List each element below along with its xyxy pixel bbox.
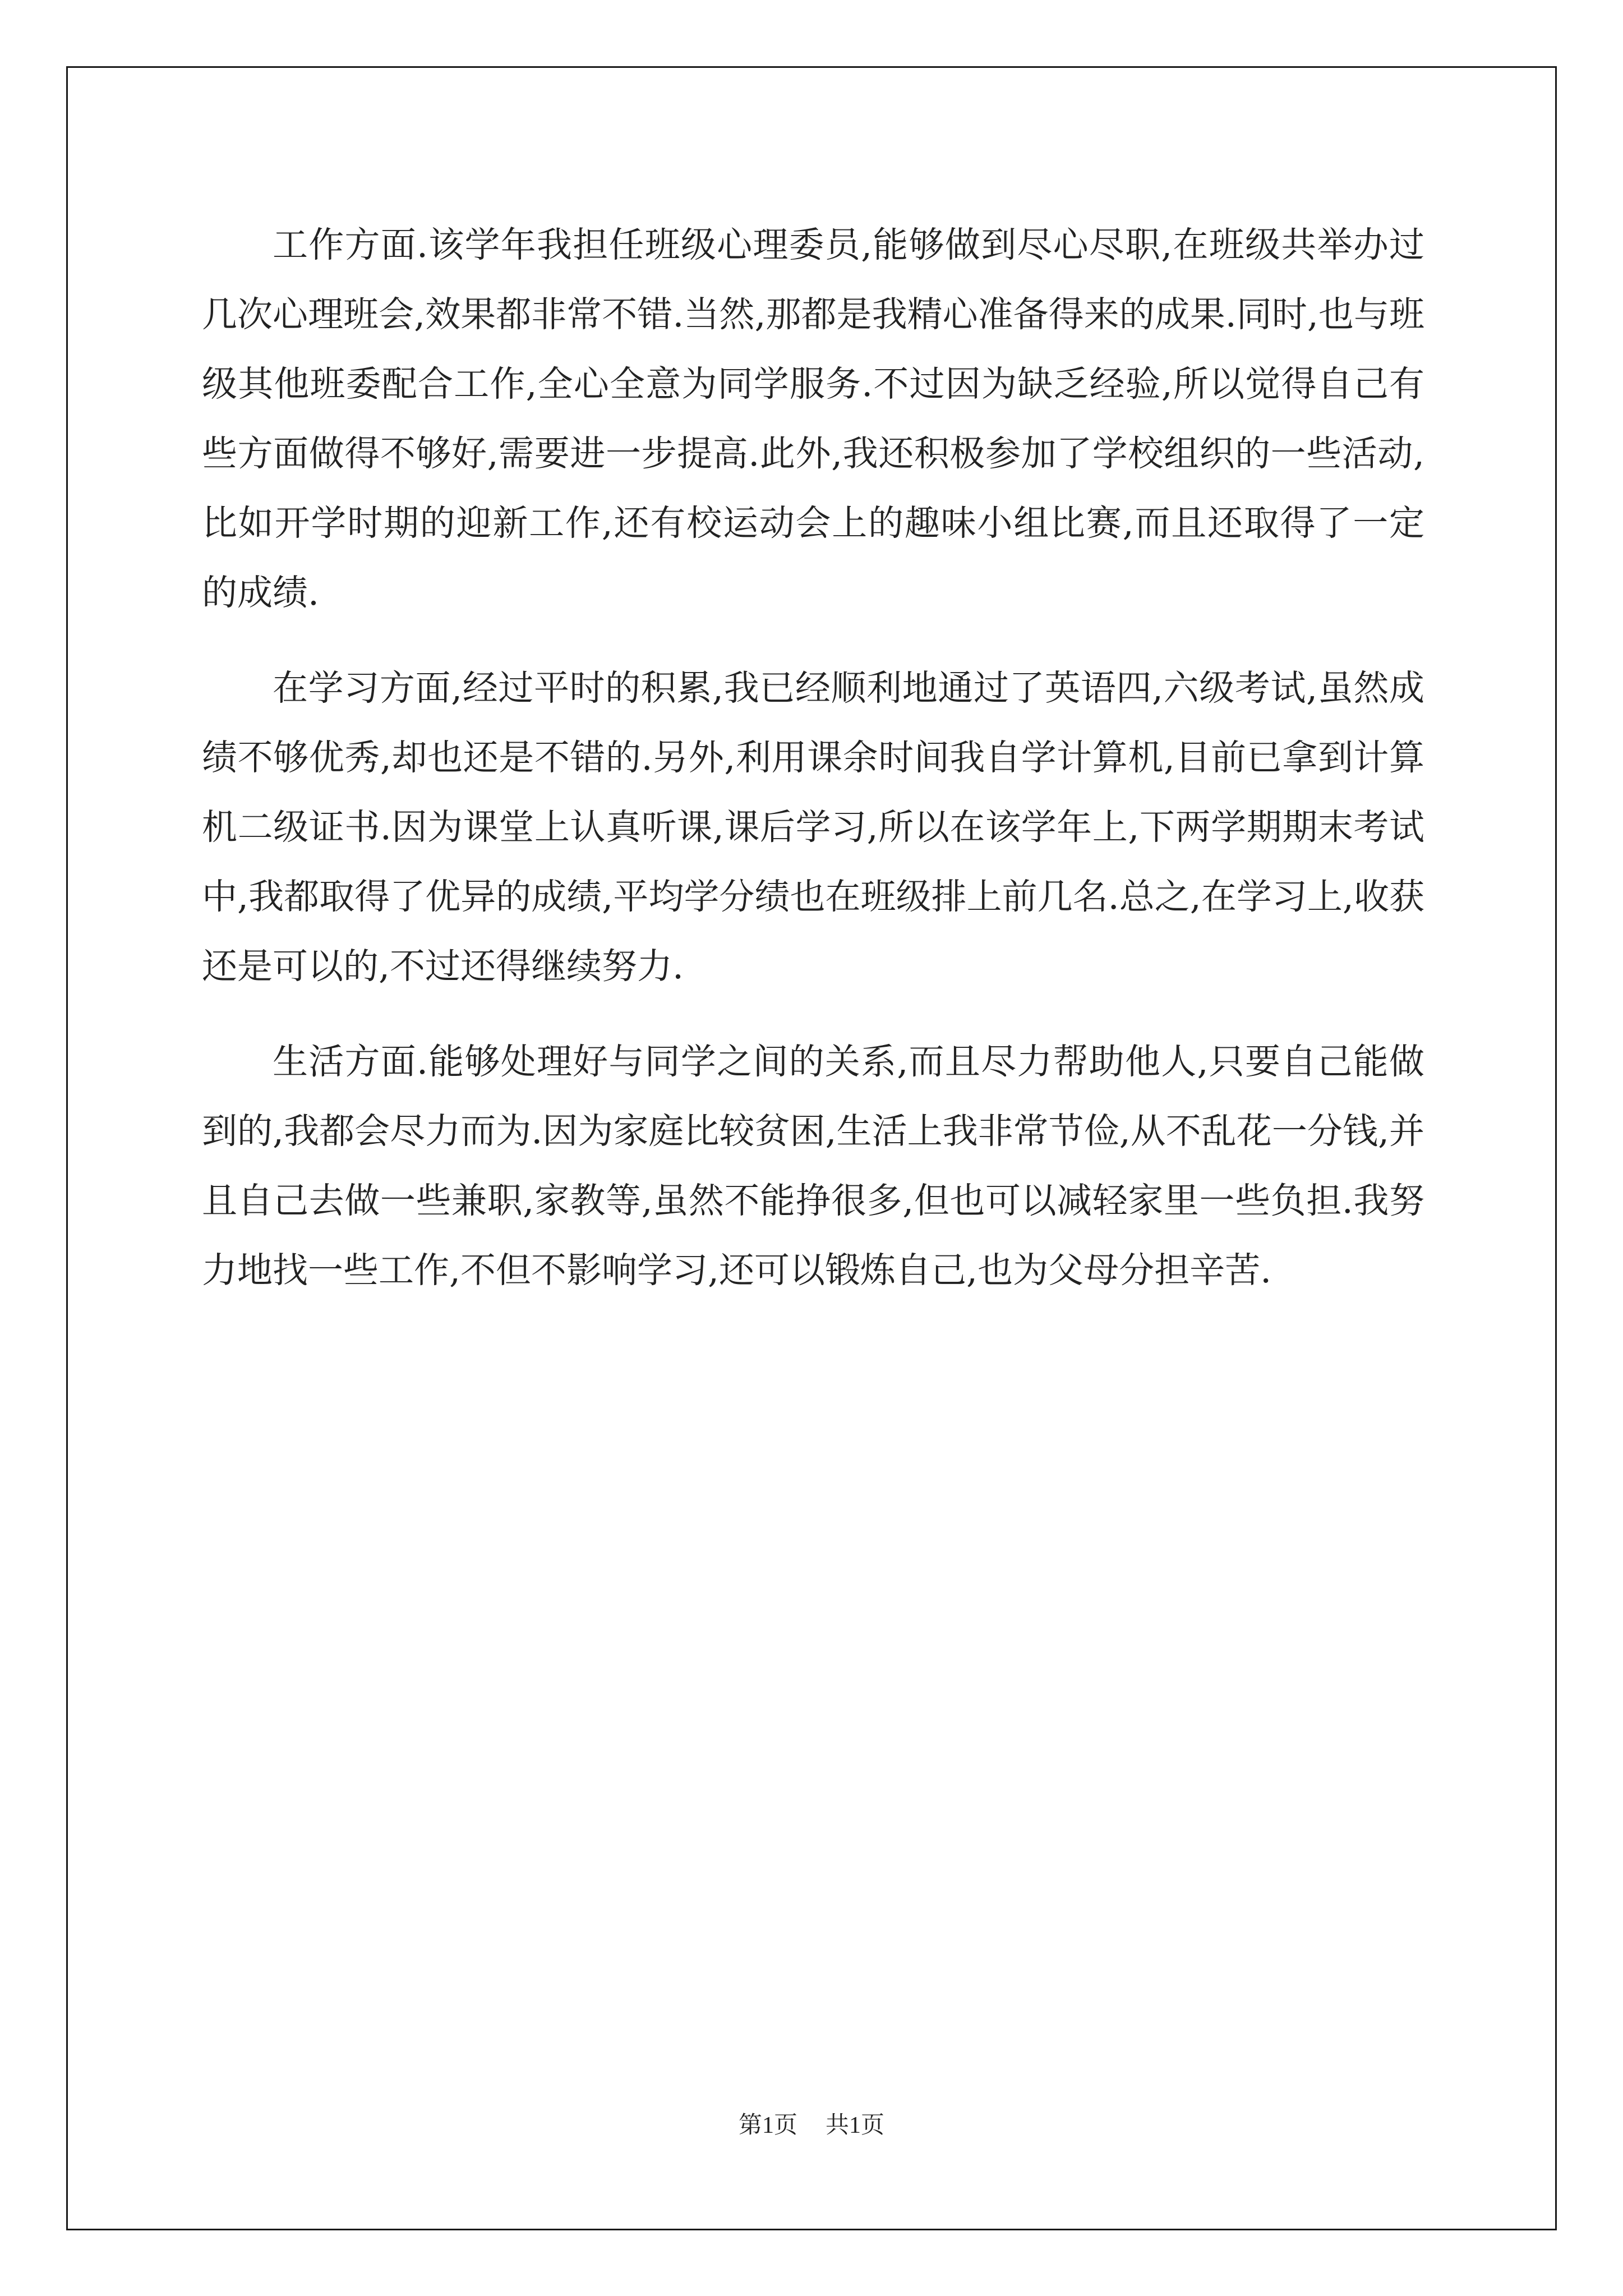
paragraph-life: 生活方面.能够处理好与同学之间的关系,而且尽力帮助他人,只要自己能做到的,我都会尽力而为.因为家庭比较贫困,生活上我非常节俭,从不乱花一分钱,并且自己去做一些兼职,家教等,虽然不能挣很多,但也可以减轻家里一些负担.我努力地找一些工作,不但不影响学习,还可以锻炼自己,也为父母分担辛苦. <box>202 1041 1424 1291</box>
page-number: 第1页 <box>738 2113 797 2138</box>
page-total: 共1页 <box>826 2113 885 2138</box>
page-footer <box>0 2106 1623 2140</box>
document-body <box>202 210 1424 1331</box>
paragraph-study: 在学习方面,经过平时的积累,我已经顺利地通过了英语四,六级考试,虽然成绩不够优秀,却也还是不错的.另外,利用课余时间我自学计算机,目前已拿到计算机二级证书.因为课堂上认真听课,课后学习,所以在该学年上,下两学期期末考试中,我都取得了优异的成绩,平均学分绩也在班级排上前几名.总之,在学习上,收获还是可以的,不过还得继续努力. <box>202 668 1424 987</box>
paragraph-work: 工作方面.该学年我担任班级心理委员,能够做到尽心尽职,在班级共举办过几次心理班会,效果都非常不错.当然,那都是我精心准备得来的成果.同时,也与班级其他班委配合工作,全心全意为同学服务.不过因为缺乏经验,所以觉得自己有些方面做得不够好,需要进一步提高.此外,我还积极参加了学校组织的一些活动,比如开学时期的迎新工作,还有校运动会上的趣味小组比赛,而且还取得了一定的成绩. <box>202 224 1424 613</box>
